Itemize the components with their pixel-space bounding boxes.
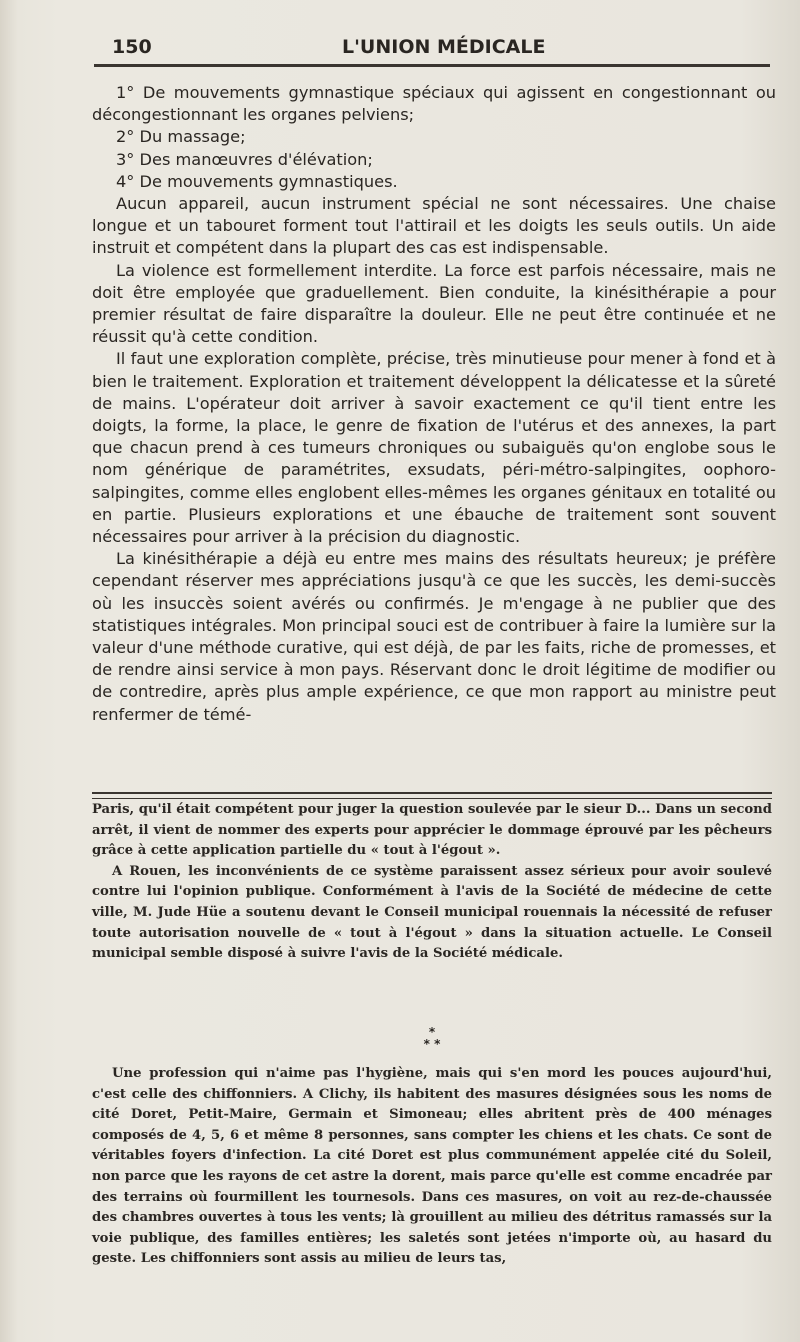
list-item-1: 1° De mouvements gymnastique spéciaux qui agissent en congestionnant ou décongestionnant les organes pelviens; (92, 83, 776, 125)
list-item-4: 4° De mouvements gymnastiques. (116, 171, 398, 191)
list-item-3: 3° Des manœuvres d'élévation; (116, 149, 373, 169)
journal-title: L'UNION MÉDICALE (342, 36, 546, 58)
asterism-divider (92, 1026, 772, 1050)
news-notes (92, 800, 772, 965)
list-item-2: 2° Du massage; (116, 127, 246, 147)
main-article (92, 82, 776, 726)
note-rouen: A Rouen, les inconvénients de ce système paraissent assez sérieux pour avoir soulevé contre lui l'opinion publique. Conformément à l'avis de la Société de médecine de cette ville, M. Jude Hüe a soutenu devant le Conseil municipal rouennais la nécessité de refuser toute autorisation nouvelle de « tout à l'égout » dans la situation actuelle. Le Conseil municipal semble disposé à suivre l'avis de la Société médicale. (92, 863, 772, 962)
section-rule (92, 792, 772, 799)
news-notes-chiffonniers (92, 1064, 772, 1270)
header-rule (94, 64, 770, 67)
paragraph-exploration: Il faut une exploration complète, précise, très minutieuse pour mener à fond et à bien le traitement. Exploration et traitement développent la délicatesse et la sûreté de mains. L'opérateur doit arriver à savoir exactement ce qu'il tient entre les doigts, la forme, la place, le genre de fixation de l'utérus et des annexes, la part que chacun prend à ces tumeurs chroniques ou subaiguës qu'on englobe sous le nom générique de paramétrites, exsudats, péri-métro-salpingites, oophoro-salpingites, comme elles englobent elles-mêmes les organes génitaux en totalité ou en partie. Plusieurs explorations et une ébauche de traitement sont souvent nécessaires pour arriver à la précision du diagnostic. (92, 349, 776, 547)
page-number: 150 (112, 36, 152, 58)
paragraph-results: La kinésithérapie a déjà eu entre mes mains des résultats heureux; je préfère cependant réserver mes appréciations jusqu'à ce que les succès, les demi-succès où les insuccès soient avérés ou confirmés. Je m'engage à ne publier que des statistiques intégrales. Mon principal souci est de contribuer à faire la lumière sur la valeur d'une méthode curative, qui est déjà, de par les faits, riche de promesses, et de rendre ainsi service à mon pays. Réservant donc le droit légitime de modifier ou de contredire, après plus ample expérience, ce que mon rapport au ministre peut renfermer de témé- (92, 549, 776, 724)
page-header (92, 30, 772, 62)
note-chiffonniers: Une profession qui n'aime pas l'hygiène, mais qui s'en mord les pouces aujourd'hui, c'est celle des chiffonniers. A Clichy, ils habitent des masures désignées sous les noms de cité Doret, Petit-Maire, Germain et Simoneau; elles abritent près de 400 ménages composés de 4, 5, 6 et même 8 personnes, sans compter les chiens et les chats. Ce sont de véritables foyers d'infection. La cité Doret est plus communément appelée cité du Soleil, non parce que les rayons de cet astre la dorent, mais parce qu'elle est comme encadrée par des terrains où fourmillent les tournesols. Dans ces masures, on voit au rez-de-chaussée des chambres ouvertes à tous les vents; là grouillent au milieu des détritus ramassés sur la voie publique, des familles entières; les saletés sont jetées n'importe où, au hasard du geste. Les chiffonniers sont assis au milieu de leurs tas, (92, 1066, 772, 1267)
note-paris: Paris, qu'il était compétent pour juger la question soulevée par le sieur D... Dans un second arrêt, il vient de nommer des experts pour apprécier le dommage éprouvé par les pêcheurs grâce à cette application partielle du « tout à l'égout ». (92, 802, 772, 859)
asterism-top: * (428, 1025, 436, 1039)
asterism-bottom: * * (423, 1037, 441, 1051)
paragraph-equipment: Aucun appareil, aucun instrument spécial ne sont nécessaires. Une chaise longue et un tabouret forment tout l'attirail et les doigts les seuls outils. Un aide instruit et compétent dans la plupart des cas est indispensable. (92, 194, 776, 258)
paragraph-violence: La violence est formellement interdite. La force est parfois nécessaire, mais ne doit être employée que graduellement. Bien conduite, la kinésithérapie a pour premier résultat de faire disparaître la douleur. Elle ne peut être continuée et ne réussit qu'à cette condition. (92, 260, 776, 347)
